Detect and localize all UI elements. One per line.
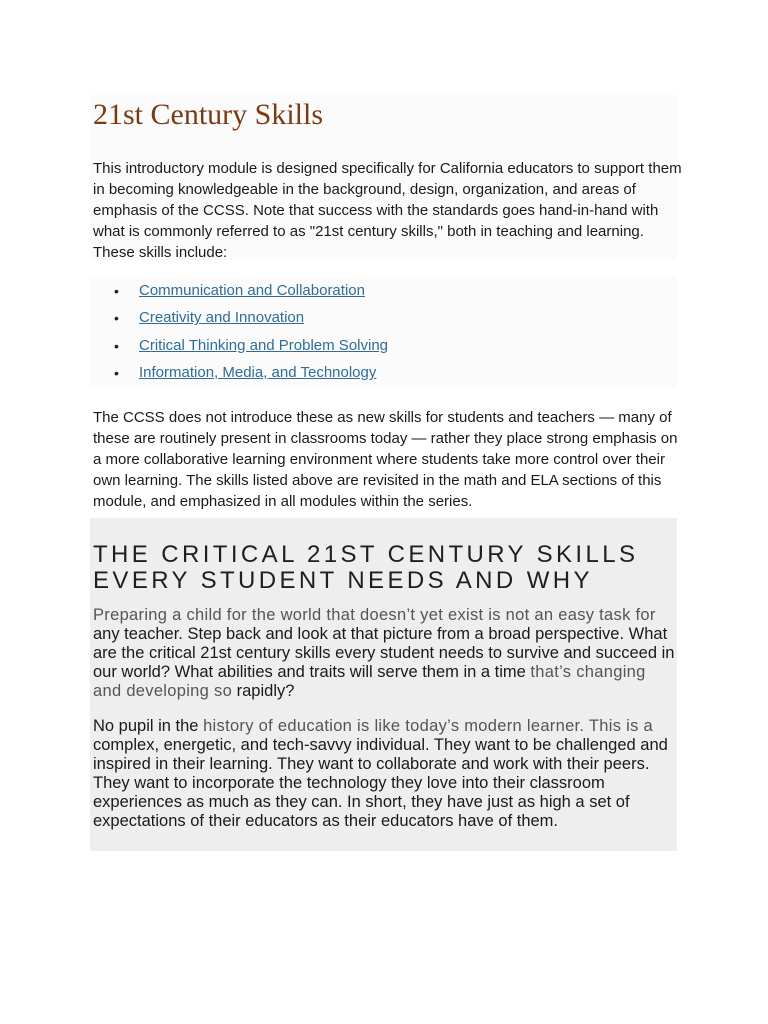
ccss-paragraph: The CCSS does not introduce these as new skills for students and teachers — many of these are routinely present in classrooms today — rather they place strong emphasis on a more collaborative learning environment where students take more control over their own learning. The skills listed above are revisited in the math and ELA sections of this module, and emphasized in all modules within the series. (93, 409, 678, 510)
text-span: No pupil in the (93, 717, 204, 735)
skill-link-information-media[interactable]: Information, Media, and Technology (139, 363, 377, 381)
skill-link-communication[interactable]: Communication and Collaboration (139, 282, 365, 299)
list-item (93, 335, 653, 362)
text-span: history of education is like today’s modern learner. This is a (203, 717, 654, 735)
modern-learner-paragraph (93, 717, 677, 831)
text-span: rapidly? (232, 682, 295, 700)
preparing-paragraph (93, 606, 677, 701)
skill-link-critical-thinking[interactable]: Critical Thinking and Problem Solving (139, 336, 389, 354)
list-item (93, 362, 653, 389)
list-item (93, 280, 653, 307)
text-span: complex, energetic, and tech-savvy individual. They want to be challenged and inspired in their learning. They want to collaborate and work with their peers. They want to incorporate the technology they love into their classroom experiences as much as they can. In short, they have just as high a set of expectations of their educators as their educators have of them. (93, 736, 668, 830)
text-span: any teacher. Step back and look at that picture from a broad perspective. What are the critical 21st century skills every student needs to survive and succeed in our world? What abilities and traits will serve them in a time (93, 625, 675, 681)
list-item (93, 307, 653, 334)
intro-paragraph: This introductory module is designed specifically for California educators to support them in becoming knowledgeable in the background, design, organization, and areas of emphasis of the CCSS. Note that success with the standards goes hand-in-hand with what is commonly referred to as "21st century skills," both in teaching and learning. These skills include: (93, 160, 682, 261)
page-title: 21st Century Skills (93, 98, 324, 131)
text-span: Preparing a child for the world that doesn’t yet exist is not an easy task for (93, 606, 656, 624)
text-span: that’s changing and developing so (93, 663, 646, 700)
skills-list (93, 280, 653, 389)
skill-link-creativity[interactable]: Creativity and Innovation (139, 309, 305, 327)
section-heading: THE CRITICAL 21ST CENTURY SKILLS EVERY STUDENT NEEDS AND WHY (93, 541, 639, 594)
